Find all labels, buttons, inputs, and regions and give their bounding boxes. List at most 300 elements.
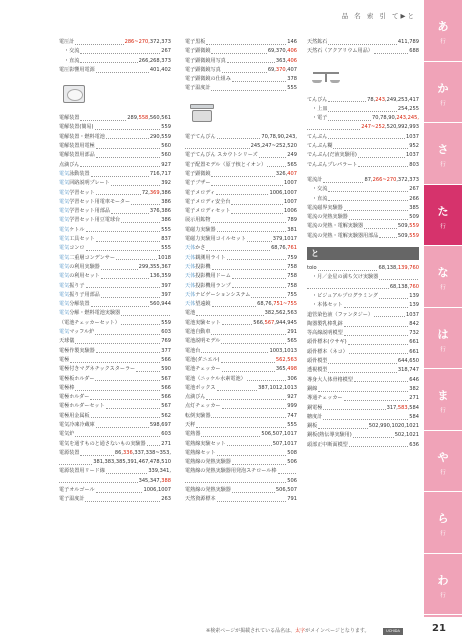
page-ref[interactable]: 86,	[114, 449, 123, 456]
page-ref[interactable]: 1007	[284, 180, 297, 187]
index-entry[interactable]	[59, 207, 171, 216]
index-entry[interactable]	[59, 47, 171, 56]
page-ref[interactable]: 377	[161, 347, 171, 354]
page-ref[interactable]: 136,359	[149, 273, 171, 280]
index-entry[interactable]	[307, 357, 419, 366]
index-entry[interactable]	[59, 244, 171, 253]
index-entry[interactable]	[185, 495, 297, 504]
index-entry[interactable]	[59, 449, 171, 458]
page-ref[interactable]: 68,76,	[257, 301, 274, 308]
index-entry[interactable]	[307, 185, 419, 194]
page-ref[interactable]: 379,1017	[272, 236, 297, 243]
index-entry[interactable]	[59, 440, 171, 449]
index-entry[interactable]	[185, 477, 297, 486]
page-ref[interactable]: 271	[161, 440, 171, 447]
page-ref[interactable]: 69,	[267, 66, 276, 73]
page-ref[interactable]: 565	[287, 338, 297, 345]
page-ref[interactable]: 755	[287, 291, 297, 298]
index-entry[interactable]	[185, 244, 297, 253]
page-ref[interactable]: 68,76,	[271, 245, 288, 252]
page-ref[interactable]: 559	[161, 124, 171, 131]
page-ref[interactable]: 299,355,367	[138, 263, 171, 270]
page-ref[interactable]: 245,247~252,520	[250, 143, 297, 150]
index-entry[interactable]	[307, 311, 419, 320]
tab-0[interactable]	[424, 0, 462, 62]
page-ref[interactable]: 382,562,563	[264, 310, 297, 317]
page-ref[interactable]: 87,	[364, 176, 373, 183]
page-ref[interactable]: 146	[287, 39, 297, 45]
index-entry[interactable]	[307, 329, 419, 338]
page-ref[interactable]: 565	[287, 161, 297, 168]
index-entry[interactable]	[59, 142, 171, 151]
page-ref[interactable]: 336	[122, 449, 133, 456]
page-ref[interactable]: 247~252	[361, 124, 385, 131]
index-entry[interactable]	[185, 57, 297, 66]
tab-7[interactable]	[424, 431, 462, 493]
page-ref[interactable]: 498	[287, 366, 297, 373]
index-entry[interactable]	[185, 38, 297, 47]
page-ref[interactable]: 388	[161, 477, 171, 484]
page-ref[interactable]: 376,386	[149, 208, 171, 215]
entry-pages	[398, 222, 419, 231]
index-entry[interactable]	[307, 431, 419, 440]
index-entry[interactable]	[59, 495, 171, 504]
page-ref[interactable]: 603	[161, 329, 171, 336]
index-entry[interactable]	[185, 356, 297, 365]
tab-6[interactable]	[424, 369, 462, 431]
index-entry[interactable]	[185, 486, 297, 495]
index-entry[interactable]	[307, 213, 419, 222]
page-ref[interactable]: 508	[287, 449, 297, 456]
page-ref[interactable]: ,560,561	[148, 115, 171, 122]
page-ref[interactable]: 1003,1013	[269, 347, 297, 354]
index-entry[interactable]	[59, 375, 171, 384]
page-ref[interactable]: 509,	[397, 232, 410, 239]
index-entry[interactable]	[185, 347, 297, 356]
page-ref[interactable]: 507,1017	[272, 440, 297, 447]
page-ref[interactable]: 636	[409, 441, 419, 448]
page-ref[interactable]: ,337,338~353,	[132, 449, 171, 456]
index-entry[interactable]	[307, 366, 419, 375]
page-ref[interactable]: 385	[409, 204, 419, 211]
page-ref[interactable]: 562,563	[275, 356, 297, 363]
page-ref[interactable]: 406	[287, 57, 297, 64]
page-ref[interactable]: 999	[287, 403, 297, 410]
index-entry[interactable]	[185, 319, 297, 328]
index-entry[interactable]	[307, 292, 419, 301]
page-ref[interactable]: 339,341,	[148, 468, 171, 475]
page-ref[interactable]: 927	[287, 394, 297, 401]
page-ref[interactable]: 411,789	[397, 39, 419, 45]
index-entry[interactable]	[307, 105, 419, 114]
page-ref[interactable]: 509	[409, 214, 419, 221]
index-entry[interactable]	[59, 309, 171, 318]
page-ref[interactable]: ,584	[407, 404, 419, 411]
index-entry[interactable]	[307, 283, 419, 292]
page-ref[interactable]: 555	[161, 226, 171, 233]
page-ref[interactable]: 506	[287, 459, 297, 466]
page-ref[interactable]: 759	[287, 254, 297, 261]
page-ref[interactable]: 290,559	[149, 133, 171, 140]
page-ref[interactable]: 566,	[253, 319, 265, 326]
tab-9[interactable]	[424, 554, 462, 616]
index-entry[interactable]	[185, 402, 297, 411]
index-entry[interactable]	[59, 486, 171, 495]
index-entry[interactable]	[185, 254, 297, 263]
page-ref[interactable]: 509,	[397, 223, 410, 230]
page-ref[interactable]: 952	[409, 143, 419, 150]
index-entry[interactable]	[185, 226, 297, 235]
index-entry[interactable]	[185, 170, 297, 179]
page-ref[interactable]: 1006	[284, 208, 297, 215]
index-entry[interactable]	[307, 413, 419, 422]
index-entry[interactable]	[59, 123, 171, 132]
index-entry[interactable]	[185, 328, 297, 337]
page-ref[interactable]: 397	[161, 291, 171, 298]
page-ref[interactable]: 286~270,	[124, 39, 150, 45]
index-entry[interactable]	[307, 376, 419, 385]
index-entry[interactable]	[307, 195, 419, 204]
index-entry[interactable]	[59, 216, 171, 225]
page-ref[interactable]: 758	[287, 273, 297, 280]
index-entry[interactable]	[59, 458, 171, 467]
page-ref[interactable]: 271	[409, 395, 419, 402]
index-entry[interactable]	[307, 123, 419, 132]
tab-4[interactable]	[424, 246, 462, 308]
page-ref[interactable]: 139	[409, 292, 419, 299]
index-entry[interactable]	[185, 467, 297, 476]
index-entry[interactable]	[185, 291, 297, 300]
page-ref[interactable]: 567	[264, 319, 275, 326]
page-ref[interactable]: 407	[287, 170, 297, 177]
index-entry[interactable]	[59, 421, 171, 430]
page-ref[interactable]: 803	[409, 161, 419, 168]
page-ref[interactable]: 716,717	[149, 170, 171, 177]
page-ref[interactable]: ,407	[285, 66, 297, 73]
page-ref[interactable]: 397	[161, 282, 171, 289]
index-entry[interactable]	[307, 441, 419, 450]
index-entry[interactable]	[59, 319, 171, 328]
page-ref[interactable]: 646	[409, 376, 419, 383]
index-entry[interactable]	[307, 142, 419, 151]
page-ref[interactable]: 1037	[406, 152, 419, 159]
page-ref[interactable]: 560	[161, 152, 171, 159]
index-entry[interactable]	[307, 133, 419, 142]
page-ref[interactable]: 318,747	[397, 367, 419, 374]
page-ref[interactable]: 381	[287, 226, 297, 233]
page-ref[interactable]: 559	[161, 319, 171, 326]
page-ref[interactable]: 502,990,1020,1021	[368, 423, 419, 430]
page-ref[interactable]: 590	[161, 366, 171, 373]
index-entry[interactable]	[185, 421, 297, 430]
page-ref[interactable]: 1037	[406, 311, 419, 318]
page-ref[interactable]: 661	[409, 348, 419, 355]
index-entry[interactable]	[185, 282, 297, 291]
page-ref[interactable]: 791	[287, 496, 297, 503]
index-entry[interactable]	[59, 328, 171, 337]
entry-term: ・直流	[64, 57, 80, 64]
tab-5[interactable]	[424, 308, 462, 370]
page-ref[interactable]: 559	[409, 232, 419, 239]
page-ref[interactable]: 842	[409, 320, 419, 327]
index-entry[interactable]	[185, 189, 297, 198]
page-ref[interactable]: 506	[287, 477, 297, 484]
index-entry[interactable]	[307, 96, 419, 105]
index-entry[interactable]	[185, 179, 297, 188]
index-entry[interactable]	[307, 394, 419, 403]
page-ref[interactable]: 506,507,1017	[261, 431, 297, 438]
page-ref[interactable]: 1006,1007	[269, 189, 297, 196]
page-ref[interactable]: 761	[287, 245, 297, 252]
index-entry[interactable]	[59, 254, 171, 263]
page-ref[interactable]: 566	[161, 384, 171, 391]
index-entry[interactable]	[185, 458, 297, 467]
page-ref[interactable]: 72,	[141, 189, 150, 196]
index-entry[interactable]	[59, 282, 171, 291]
page-ref[interactable]: 688	[409, 48, 419, 55]
tab-8[interactable]	[424, 492, 462, 554]
index-entry[interactable]	[185, 412, 297, 421]
page-ref[interactable]: 69,370,	[267, 48, 288, 55]
page-ref[interactable]: 566	[161, 356, 171, 363]
page-ref[interactable]: 732	[409, 330, 419, 337]
page-ref[interactable]: 555	[287, 421, 297, 428]
index-entry[interactable]	[185, 440, 297, 449]
tab-gyo: 行	[440, 162, 446, 168]
index-entry[interactable]	[307, 176, 419, 185]
index-entry[interactable]	[59, 170, 171, 179]
page-ref[interactable]: 139	[409, 302, 419, 309]
index-entry[interactable]	[59, 300, 171, 309]
page-ref[interactable]: 266,268,373	[138, 57, 171, 64]
page-ref[interactable]: 566	[161, 394, 171, 401]
index-entry[interactable]	[307, 47, 419, 56]
page-ref[interactable]: 70,78,90,	[372, 115, 397, 122]
index-entry[interactable]	[185, 198, 297, 207]
page-ref[interactable]: 68,138,	[378, 265, 398, 272]
index-entry[interactable]	[59, 66, 171, 75]
page-ref[interactable]: 372,373	[149, 39, 171, 45]
page-ref[interactable]: 1006,1007	[143, 487, 171, 494]
page-ref[interactable]: 369	[149, 189, 160, 196]
page-ref[interactable]: 747	[287, 412, 297, 419]
page-ref[interactable]: 387,1012,1013	[258, 384, 297, 391]
index-entry[interactable]	[59, 263, 171, 272]
index-entry[interactable]	[185, 337, 297, 346]
index-entry[interactable]	[307, 348, 419, 357]
index-entry[interactable]	[307, 114, 419, 123]
page-ref[interactable]: 139,760	[397, 265, 419, 272]
index-entry[interactable]	[185, 393, 297, 402]
index-entry[interactable]	[307, 232, 419, 241]
index-entry[interactable]	[307, 204, 419, 213]
index-entry[interactable]	[185, 207, 297, 216]
page-ref[interactable]: 555	[287, 85, 297, 92]
index-entry[interactable]	[185, 66, 297, 75]
page-ref[interactable]: 583	[397, 404, 408, 411]
page-ref[interactable]: 249	[287, 152, 297, 159]
page-ref[interactable]: 661	[409, 339, 419, 346]
index-entry[interactable]	[307, 273, 419, 282]
index-entry[interactable]	[185, 47, 297, 56]
page-ref[interactable]: 267	[161, 48, 171, 55]
index-entry[interactable]	[307, 301, 419, 310]
index-entry[interactable]	[59, 226, 171, 235]
page-ref[interactable]: 386	[161, 217, 171, 224]
page-ref[interactable]: 555	[161, 245, 171, 252]
index-entry[interactable]	[185, 365, 297, 374]
page-ref[interactable]: 560,944	[149, 301, 171, 308]
index-entry[interactable]	[59, 57, 171, 66]
page-ref[interactable]: 567	[161, 375, 171, 382]
index-entry[interactable]	[185, 384, 297, 393]
page-ref[interactable]: 1037	[406, 133, 419, 140]
page-ref[interactable]: 382	[409, 385, 419, 392]
page-ref[interactable]: 243	[375, 96, 385, 103]
page-ref[interactable]: 291	[287, 329, 297, 336]
index-entry[interactable]	[59, 365, 171, 374]
index-entry[interactable]	[307, 222, 419, 231]
index-entry[interactable]	[307, 422, 419, 431]
tab-kana: わ	[437, 573, 449, 587]
page-ref[interactable]: 370	[275, 66, 286, 73]
index-entry[interactable]	[59, 272, 171, 281]
page-ref[interactable]: 751~755	[273, 301, 297, 308]
page-ref[interactable]: 506,507	[275, 487, 297, 494]
index-entry[interactable]	[59, 384, 171, 393]
index-entry[interactable]	[59, 291, 171, 300]
page-ref[interactable]: 927	[161, 161, 171, 168]
index-entry[interactable]	[59, 114, 171, 123]
index-entry[interactable]	[59, 430, 171, 439]
page-ref[interactable]: ,249,253,417	[384, 96, 419, 103]
index-entry[interactable]	[185, 375, 297, 384]
tab-2[interactable]	[424, 123, 462, 185]
page-ref[interactable]: 345,347,	[138, 477, 162, 484]
page-ref[interactable]: 584	[409, 413, 419, 420]
page-ref[interactable]: 760	[409, 283, 419, 290]
index-entry[interactable]	[59, 467, 171, 476]
page-ref[interactable]: 243,245,	[396, 115, 419, 122]
index-entry[interactable]	[185, 142, 297, 151]
index-entry[interactable]	[185, 133, 297, 142]
page-ref[interactable]: 502,1021	[394, 432, 419, 439]
index-entry[interactable]	[185, 75, 297, 84]
index-entry[interactable]	[59, 402, 171, 411]
page-ref[interactable]: 78,	[367, 96, 376, 103]
index-entry[interactable]	[59, 151, 171, 160]
page-ref[interactable]: 392	[161, 180, 171, 187]
page-ref[interactable]: 558	[138, 115, 149, 122]
index-entry[interactable]	[59, 477, 171, 486]
page-ref[interactable]: 603	[161, 431, 171, 438]
page-ref[interactable]: ,944,945	[274, 319, 297, 326]
index-entry[interactable]	[185, 272, 297, 281]
leader-dots	[211, 179, 283, 186]
page-ref[interactable]: 306	[287, 375, 297, 382]
index-entry[interactable]	[185, 449, 297, 458]
index-entry[interactable]	[59, 38, 171, 47]
page-ref[interactable]: 567	[161, 403, 171, 410]
index-entry[interactable]	[185, 151, 297, 160]
index-entry[interactable]	[185, 263, 297, 272]
index-entry[interactable]	[185, 309, 297, 318]
page-ref[interactable]: 769	[161, 338, 171, 345]
index-entry[interactable]	[185, 430, 297, 439]
page-ref[interactable]: 406	[287, 48, 297, 55]
page-ref[interactable]: 254,255	[397, 105, 419, 112]
index-entry[interactable]	[185, 216, 297, 225]
index-entry[interactable]	[59, 347, 171, 356]
page-ref[interactable]: 267	[409, 186, 419, 193]
index-entry[interactable]	[307, 38, 419, 47]
page-ref[interactable]: 559	[409, 223, 419, 230]
index-entry[interactable]	[59, 161, 171, 170]
page-ref[interactable]: 1018	[158, 254, 171, 261]
index-entry[interactable]	[307, 338, 419, 347]
page-ref[interactable]: 317,	[386, 404, 398, 411]
index-entry[interactable]	[307, 320, 419, 329]
tab-1[interactable]	[424, 62, 462, 124]
page-ref[interactable]: 363,	[275, 57, 288, 64]
index-entry[interactable]	[307, 151, 419, 160]
index-entry[interactable]	[59, 179, 171, 188]
page-ref[interactable]: 266~270	[372, 176, 397, 183]
index-entry[interactable]	[307, 161, 419, 170]
page-ref[interactable]: 789	[287, 217, 297, 224]
index-entry[interactable]	[185, 300, 297, 309]
index-entry[interactable]	[59, 198, 171, 207]
page-ref[interactable]: 289,	[127, 115, 139, 122]
index-entry[interactable]	[307, 264, 419, 273]
index-entry[interactable]	[59, 412, 171, 421]
page-ref[interactable]: 758	[287, 263, 297, 270]
index-entry[interactable]	[59, 133, 171, 142]
page-ref[interactable]: 758	[287, 282, 297, 289]
index-entry[interactable]	[185, 235, 297, 244]
page-ref[interactable]: 644,650	[397, 358, 419, 365]
page-ref[interactable]: ,386	[159, 189, 171, 196]
page-ref[interactable]: 1007	[284, 198, 297, 205]
index-entry[interactable]	[307, 385, 419, 394]
page-ref[interactable]: 68,138,	[389, 283, 410, 290]
page-ref[interactable]: 386	[161, 198, 171, 205]
page-ref[interactable]: 381,383,385,391,467,478,510	[93, 459, 171, 466]
page-ref[interactable]: 365,	[275, 366, 288, 373]
page-ref[interactable]: ,372,373	[396, 176, 419, 183]
index-entry[interactable]	[59, 235, 171, 244]
page-ref[interactable]: 326,	[275, 170, 288, 177]
page-ref[interactable]: 266	[409, 195, 419, 202]
index-entry[interactable]	[185, 84, 297, 93]
page-ref[interactable]: 837	[161, 236, 171, 243]
index-entry[interactable]	[59, 393, 171, 402]
page-ref[interactable]: 378	[287, 76, 297, 83]
page-ref[interactable]: 263	[161, 496, 171, 503]
page-ref[interactable]: ,520,992,993	[384, 124, 419, 131]
page-ref[interactable]: 598,697	[149, 421, 171, 428]
index-entry[interactable]	[59, 356, 171, 365]
index-entry[interactable]	[59, 337, 171, 346]
tab-3[interactable]	[424, 185, 462, 247]
index-entry[interactable]	[185, 161, 297, 170]
index-entry[interactable]	[59, 189, 171, 198]
page-ref[interactable]: 70,78,90,243,	[261, 133, 297, 140]
page-ref[interactable]: 560	[161, 143, 171, 150]
page-ref[interactable]: 401,402	[149, 66, 171, 73]
index-entry[interactable]	[307, 404, 419, 413]
page-ref[interactable]: 562	[161, 412, 171, 419]
